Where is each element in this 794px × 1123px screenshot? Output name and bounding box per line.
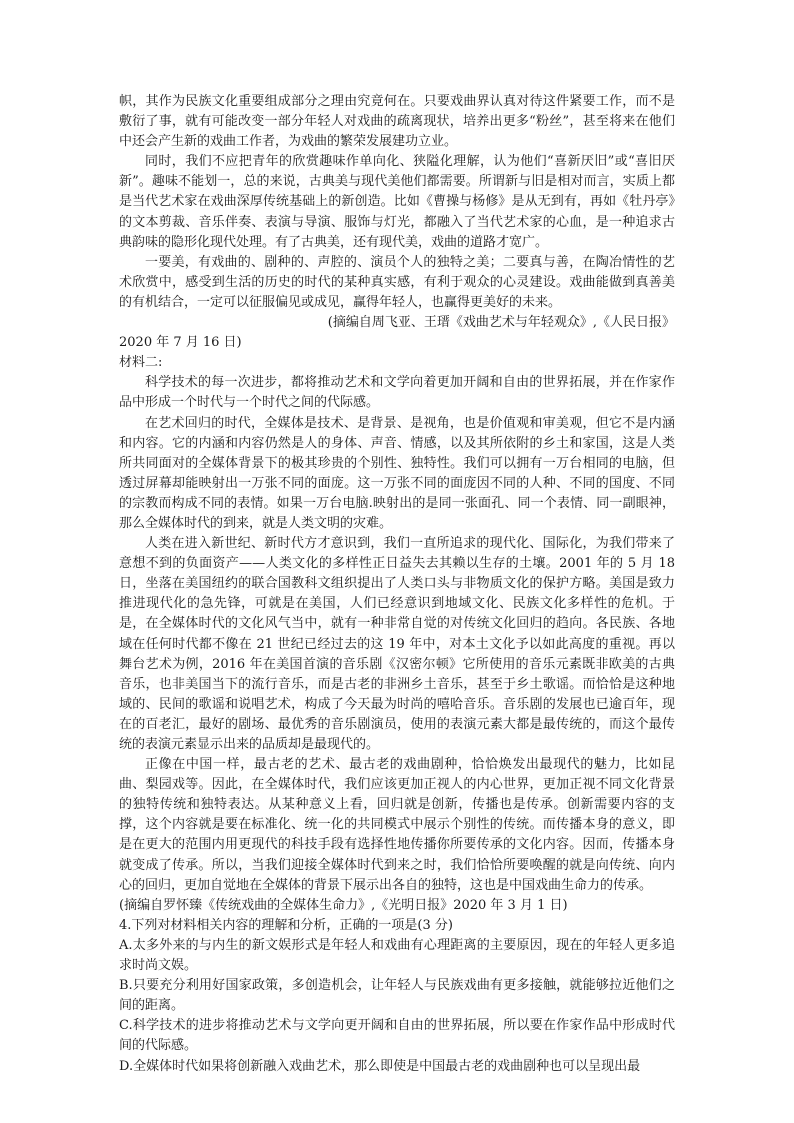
document-page	[119, 92, 675, 1077]
material2-paragraph-3: 人类在进入新世纪、新时代方才意识到，我们一直所追求的现代化、国际化，为我们带来了意想不到的负面资产——人类文化的多样性正日益失去其赖以生存的土壤。2001 年的 5 月 18 日，坐落在美国纽约的联合国教科文组织提出了人类口头与非物质文化的保护方略。美国是致力推进现代化的急先锋，可就是在美国，人们已经意识到地域文化、民族文化多样性的危机。于是，在全媒体时代的文化风气当中，就有一种非常自觉的对传统文化回归的趋向。各民族、各地域在任何时代都不像在 21 世纪已经过去的这 19 年中，对本土文化予以如此高度的重视。再以舞台艺术为例，2016 年在美国首演的音乐剧《汉密尔顿》它所使用的音乐元素既非欧美的古典音乐，也非美国当下的流行音乐，而是古老的非洲乡土音乐，甚至于乡土歌谣。而恰恰是这种地域的、民间的歌谣和说唱艺术，构成了今天最为时尚的嘻哈音乐。音乐剧的发展也已逾百年，现在的百老汇，最好的剧场、最优秀的音乐剧演员，使用的表演元素大都是最传统的，而这个最传统的表演元素显示出来的品质却是最现代的。	[119, 536, 675, 752]
material1-paragraph-2: 同时，我们不应把青年的欣赏趣味作单向化、狭隘化理解，认为他们“喜新厌旧”或“喜旧厌新”。趣味不能划一，总的来说，古典美与现代美他们都需要。所谓新与旧是相对而言，实质上都是当代艺术家在戏曲深厚传统基础上的新创造。比如《曹操与杨修》是从无到有，再如《牡丹亭》的文本剪裁、音乐伴奏、表演与导演、服饰与灯光，都融入了当代艺术家的心血，是一种追求古典韵味的隐形化现代处理。有了古典美，还有现代美，戏曲的道路才宽广。	[119, 154, 675, 250]
question-4-option-d[interactable]: D.全媒体时代如果将创新融入戏曲艺术，那么即使是中国最古老的戏曲剧种也可以呈现出最	[119, 1058, 641, 1074]
material1-source-date: 2020 年 7 月 16 日)	[119, 335, 242, 351]
question-4-option-a[interactable]: A.太多外来的与内生的新文娱形式是年轻人和戏曲有心理距离的主要原因，现在的年轻人更多追求时尚文娱。	[119, 937, 675, 974]
material1-source: (摘编自周飞亚、王瑨《戏曲艺术与年轻观众》,《人民日报》	[327, 315, 675, 331]
question-4-option-c[interactable]: C.科学技术的进步将推动艺术与文学向更开阔和自由的世界拓展，所以要在作家作品中形成时代间的代际感。	[119, 1018, 675, 1054]
material2-paragraph-2: 在艺术回归的时代，全媒体是技术、是背景、是视角，也是价值观和审美观，但它不是内涵和内容。它的内涵和内容仍然是人的身体、声音、情感，以及其所依附的乡土和家国，这是人类所共同面对的全媒体背景下的极其珍贵的个别性、独特性。我们可以拥有一万台相同的电脑，但透过屏幕却能映射出一万张不同的面庞。这一万张不同的面庞因不同的人种、不同的国度、不同的宗教而构成不同的表情。如果一万台电脑.映射出的是同一张面孔、同一个表情、同一副眼神，那么全媒体时代的到来，就是人类文明的灾难。	[119, 415, 675, 531]
material2-label: 材料二:	[119, 355, 163, 371]
material2-paragraph-1: 科学技术的每一次进步，都将推动艺术和文学向着更加开阔和自由的世界拓展，并在作家作品中形成一个时代与一个时代之间的代际感。	[119, 375, 675, 411]
material1-paragraph-3: 一要美，有戏曲的、剧种的、声腔的、演员个人的独特之美；二要真与善，在陶冶情性的艺术欣赏中，感受到生活的历史的时代的某种真实感，有利于观众的心灵建设。戏曲能做到真善美的有机结合，一定可以征服偏见或成见，赢得年轻人，也赢得更美好的未来。	[119, 254, 675, 310]
question-4-stem: 4.下列对材料相关内容的理解和分析，正确的一项是(3 分)	[119, 917, 453, 933]
question-4-option-b[interactable]: B.只要充分利用好国家政策，多创造机会，让年轻人与民族戏曲有更多接触，就能够拉近他们之间的距离。	[119, 978, 675, 1014]
material1-paragraph-1: 帜，其作为民族文化重要组成部分之理由究竟何在。只要戏曲界认真对待这件紧要工作，而不是敷衍了事，就有可能改变一部分年轻人对戏曲的疏离现状，培养出更多“粉丝”，甚至将来在他们中还会产生新的戏曲工作者，为戏曲的繁荣发展建功立业。	[119, 94, 675, 150]
material2-source: (摘编自罗怀臻《传统戏曲的全媒体生命力》,《光明日报》2020 年 3 月 1 日)	[119, 897, 568, 913]
material2-paragraph-4: 正像在中国一样，最古老的艺术、最古老的戏曲剧种，恰恰焕发出最现代的魅力，比如昆曲、梨园戏等。因此，在全媒体时代，我们应该更加正视人的内心世界，更加正视不同文化背景的独特传统和独特表达。从某种意义上看，回归就是创新，传播也是传承。创新需要内容的支撑，这个内容就是要在标准化、统一化的共同模式中展示个别性的传统。而传播本身的意义，即是在更大的范围内用更现代的科技手段有选择性地传播你所要传承的文化内容。因而，传播本身就变成了传承。所以，当我们迎接全媒体时代到来之时，我们恰恰所要唤醒的就是向传统、向内心的回归，更加自觉地在全媒体的背景下展示出各自的独特，这也是中国戏曲生命力的传承。	[119, 757, 675, 893]
